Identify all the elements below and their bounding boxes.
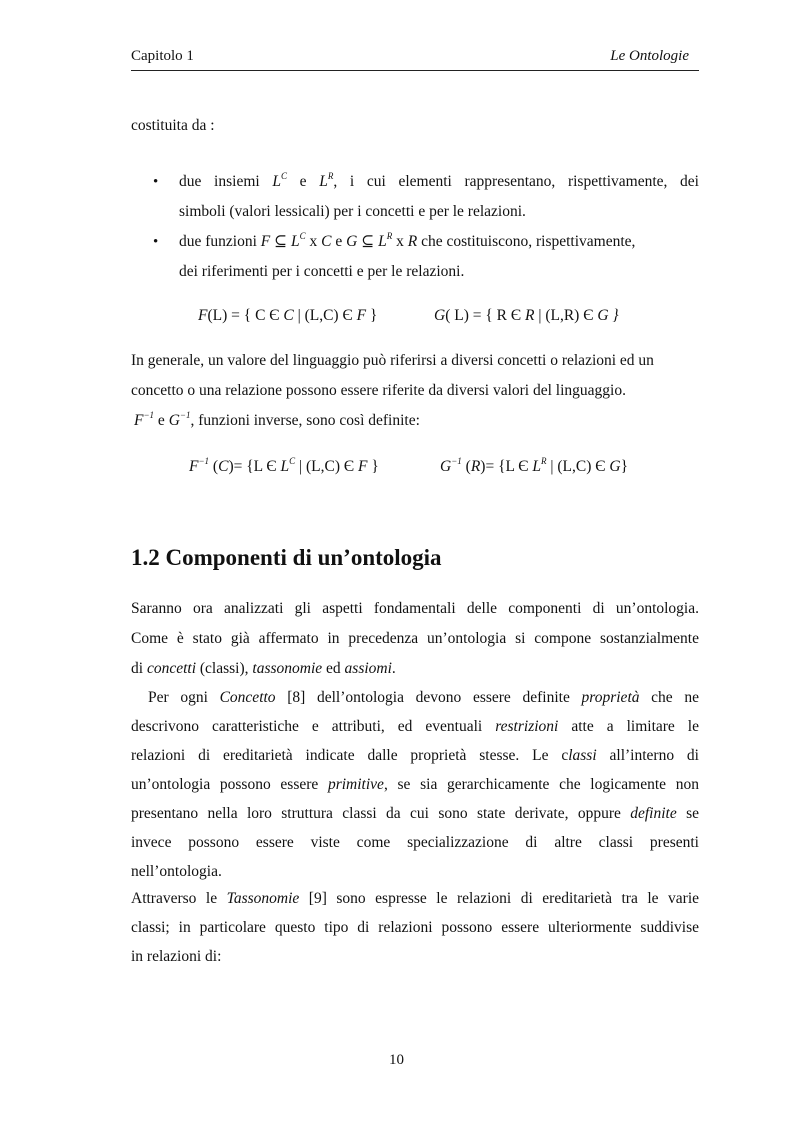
body-line: un’ontologia possono essere primitive, se sia gerarchicamente che logicamente non	[131, 776, 699, 793]
body-line: classi; in particolare questo tipo di relazioni possono essere ulteriormente suddivise	[131, 919, 699, 936]
bullet-2-line-2: dei riferimenti per i concetti e per le relazioni.	[179, 263, 465, 280]
formula-F-inverse: $F^{-1}$ (C)= {L Є $L^C$ | (L,C) Є F }	[189, 456, 379, 475]
body-line: nell’ontologia.	[131, 863, 222, 880]
body-line: Saranno ora analizzati gli aspetti fondamentali delle componenti di un’ontologia.	[131, 600, 699, 617]
page-number: 10	[389, 1052, 404, 1068]
running-header-title: Le Ontologie	[610, 48, 689, 64]
bullet-1-line-1: due insiemi $L^C$ e $L^R$, i cui elementi rappresentano, rispettivamente, dei	[179, 171, 699, 190]
formula-G: G( L) = { R Є R | (L,R) Є G }	[434, 307, 619, 324]
paragraph-line: concetto o una relazione possono essere riferite da diversi valori del linguaggio.	[131, 382, 626, 399]
paragraph-line: In generale, un valore del linguaggio può riferirsi a diversi concetti o relazioni ed un	[131, 352, 654, 369]
body-line: in relazioni di:	[131, 948, 222, 965]
body-line: descrivono caratteristiche e attributi, ed eventuali restrizioni atte a limitare le	[131, 718, 699, 735]
bullet-icon: •	[153, 234, 159, 250]
body-line: Per ogni Concetto [8] dell’ontologia devono essere definite proprietà che ne	[148, 689, 700, 706]
formula-G-inverse: $G^{-1}$ (R)= {L Є $L^R$ | (L,C) Є G}	[440, 456, 629, 475]
running-header-chapter: Capitolo 1	[131, 48, 194, 64]
body-line: di concetti (classi), tassonomie ed assiomi.	[131, 660, 396, 677]
section-heading: 1.2 Componenti di un’ontologia	[131, 545, 442, 570]
body-line: Come è stato già affermato in precedenza un’ontologia si compone sostanzialmente	[131, 630, 699, 647]
body-line: relazioni di ereditarietà indicate dalle proprietà stesse. Le classi all’interno di	[131, 747, 699, 764]
bullet-1-line-2: simboli (valori lessicali) per i concetti e per le relazioni.	[179, 203, 526, 220]
bullet-icon: •	[153, 174, 159, 190]
body-line: presentano nella loro struttura classi da cui sono state derivate, oppure definite se	[131, 805, 699, 822]
header-rule	[131, 70, 699, 71]
paragraph-line: $F^{-1}$ e $G^{-1}$, funzioni inverse, sono così definite:	[134, 410, 420, 429]
intro-text: costituita da :	[131, 117, 215, 134]
body-line: invece possono essere viste come specializzazione di altre classi presenti	[131, 834, 699, 851]
body-line: Attraverso le Tassonomie [9] sono espresse le relazioni di ereditarietà tra le varie	[131, 890, 700, 907]
bullet-2-line-1: due funzioni F ⊆ $L^C$ x C e G ⊆ $L^R$ x R che costituiscono, rispettivamente,	[179, 231, 636, 250]
formula-F: F(L) = { C Є C | (L,C) Є F }	[198, 307, 378, 324]
